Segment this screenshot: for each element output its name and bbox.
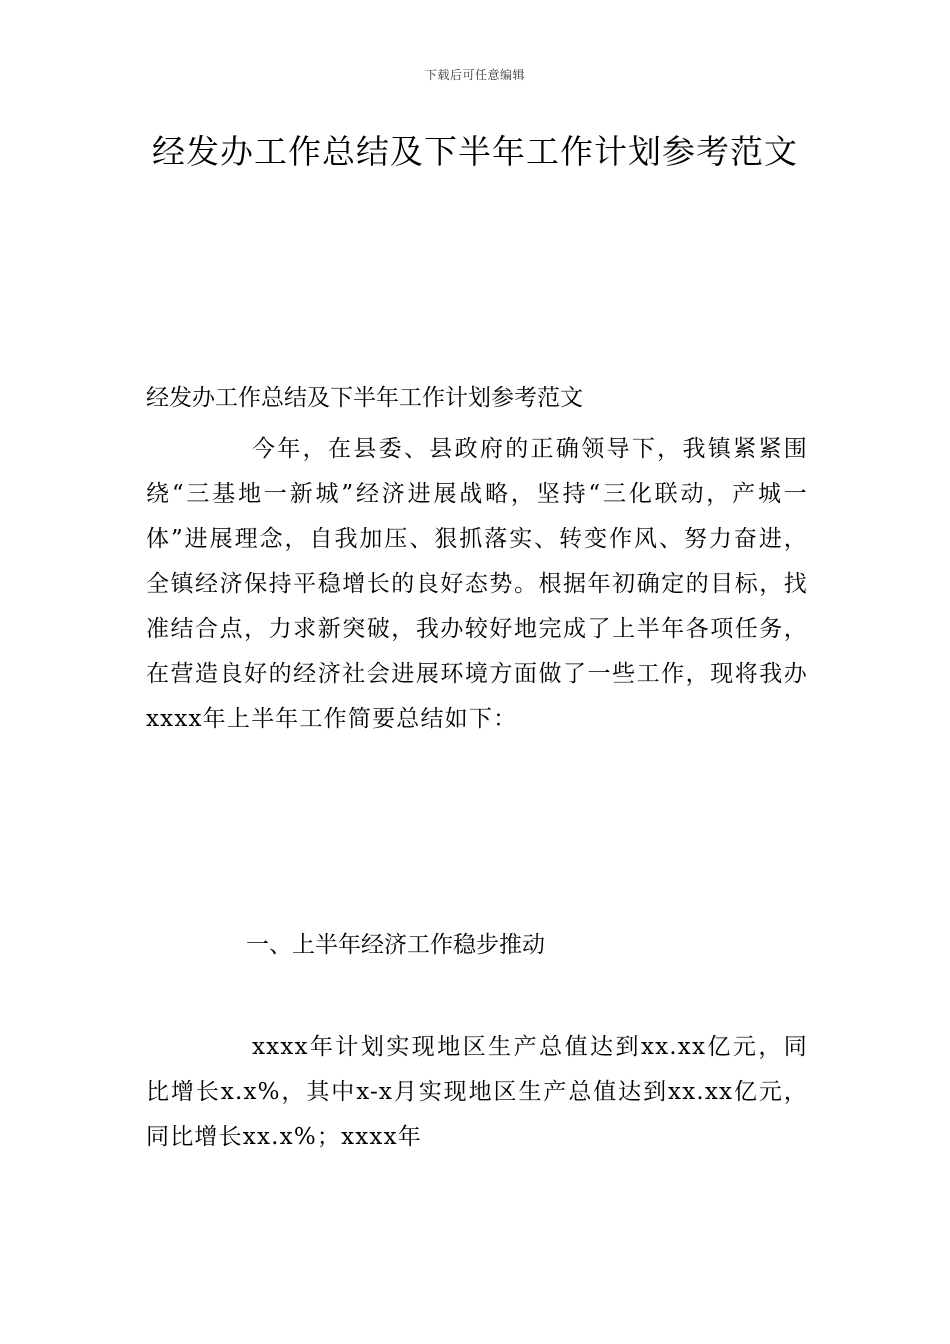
document-title: 经发办工作总结及下半年工作计划参考范文: [152, 132, 798, 171]
document-subtitle: 经发办工作总结及下半年工作计划参考范文: [146, 385, 583, 411]
body-paragraph: xxxx年计划实现地区生产总值达到xx.xx亿元，同比增长x.x%，其中x-x月实现地区生产总值达到xx.xx亿元，同比增长xx.x%；xxxx年: [146, 1034, 808, 1150]
header-note: 下载后可任意编辑: [424, 68, 525, 82]
intro-paragraph: 今年，在县委、县政府的正确领导下，我镇紧紧围绕“三基地一新城”经济进展战略，坚持“三化联动，产城一体”进展理念，自我加压、狠抓落实、转变作风、努力奋进，全镇经济保持平稳增长的良好态势。根据年初确定的目标，找准结合点，力求新突破，我办较好地完成了上半年各项任务，在营造良好的经济社会进展环境方面做了一些工作，现将我办xxxx年上半年工作简要总结如下：: [146, 436, 808, 732]
section-heading: 一、上半年经济工作稳步推动: [246, 932, 545, 958]
